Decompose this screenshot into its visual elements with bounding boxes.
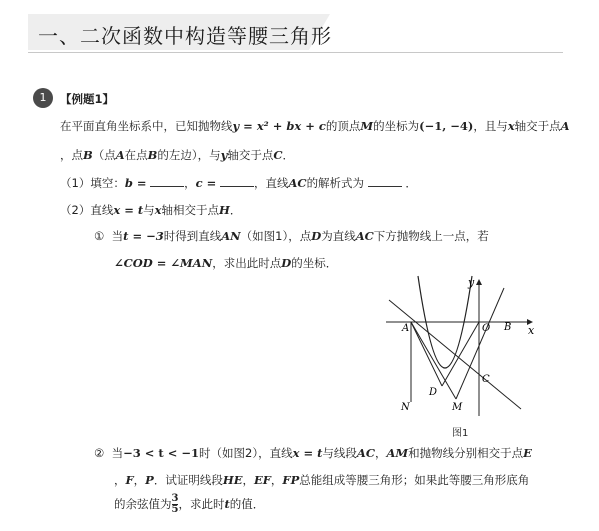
text: ， <box>133 473 146 487</box>
math: EF <box>253 473 271 487</box>
math: x <box>154 203 162 217</box>
math: t = −3 <box>123 229 164 243</box>
text: 轴交于点 <box>514 119 561 133</box>
label-y: y <box>468 276 475 289</box>
math: c = <box>195 176 217 190</box>
text: ， <box>374 446 387 460</box>
text: 时（如图2），直线 <box>199 446 293 460</box>
text: 总能组成等腰三角形；如果此等腰三角形底角 <box>299 473 530 487</box>
text: 的左边），与 <box>157 148 221 162</box>
subpart-2-line-1 <box>94 445 532 461</box>
math: E <box>523 446 532 460</box>
text: ，且与 <box>473 119 508 133</box>
text: 的值． <box>229 497 265 511</box>
text: （如图1），点 <box>240 229 312 243</box>
text: 当 <box>111 446 124 460</box>
text: ． <box>229 203 242 217</box>
text: ， <box>270 473 283 487</box>
math: AC <box>356 446 375 460</box>
section-title: 一、二次函数中构造等腰三角形 <box>38 24 332 48</box>
text: （1）填空： <box>60 176 125 190</box>
text: 与线段 <box>322 446 357 460</box>
text: 的顶点 <box>325 119 361 133</box>
text: 为直线 <box>321 229 356 243</box>
math: F <box>125 473 134 487</box>
blank-c[interactable] <box>220 176 254 187</box>
math: (−1, −4) <box>419 119 474 133</box>
math: AC <box>288 176 307 190</box>
math: D <box>311 229 322 243</box>
numerator: 3 <box>171 493 179 504</box>
math: AM <box>386 446 409 460</box>
math: C <box>273 148 283 162</box>
math: y = x² + bx + c <box>232 119 326 133</box>
math: D <box>281 256 292 270</box>
label-o: O <box>482 323 491 334</box>
part-1 <box>60 175 417 191</box>
label-n: N <box>401 402 410 413</box>
label-x: x <box>528 324 535 337</box>
text: ． <box>405 176 417 190</box>
math: b = <box>124 176 147 190</box>
label-m: M <box>452 402 463 413</box>
section-divider <box>28 52 563 53</box>
text: 下方抛物线上一点，若 <box>373 229 489 243</box>
text: 轴相交于点 <box>161 203 219 217</box>
math: −3 < t < −1 <box>123 446 199 460</box>
text: ，求此时 <box>178 497 225 511</box>
text: ．试证明线段 <box>153 473 223 487</box>
subpart-2-line-3 <box>114 494 264 515</box>
math: y <box>220 148 228 162</box>
text: 的余弦值为 <box>114 497 172 511</box>
segment-od <box>442 322 479 386</box>
text: ，求出此时点 <box>212 256 282 270</box>
text: 在点 <box>124 148 148 162</box>
intro-line-2 <box>60 147 294 163</box>
subpart-1-line-2 <box>114 255 337 271</box>
intro-line-1 <box>60 118 570 134</box>
circled-number: ① <box>94 229 105 243</box>
text: 在平面直角坐标系中，已知抛物线 <box>60 119 233 133</box>
label-c: C <box>482 374 490 385</box>
text: （2）直线 <box>60 203 114 217</box>
text: ，直线 <box>253 176 289 190</box>
text: ， <box>184 176 196 190</box>
math: B <box>83 148 93 162</box>
example-label: 【例题1】 <box>60 92 115 106</box>
text: ， <box>242 473 254 487</box>
denominator: 5 <box>171 504 179 515</box>
math: x <box>507 119 515 133</box>
text: 的解析式为 <box>306 176 365 190</box>
circled-number: ② <box>94 446 105 460</box>
text: ． <box>282 148 294 162</box>
text: （点 <box>92 148 116 162</box>
text: 和抛物线分别相交于点 <box>408 446 524 460</box>
math: A <box>560 119 570 133</box>
math: ∠COD = ∠MAN <box>114 256 213 270</box>
text: ， <box>114 473 126 487</box>
math: x = t <box>113 203 144 217</box>
figure-caption: 图1 <box>452 428 469 439</box>
line-bm <box>456 288 504 399</box>
text: 的坐标． <box>291 256 338 270</box>
math: H <box>219 203 230 217</box>
label-a: A <box>402 323 410 334</box>
text: 当 <box>111 229 124 243</box>
math: FP <box>282 473 300 487</box>
math: x = t <box>292 446 323 460</box>
math: P <box>145 473 154 487</box>
text: 轴交于点 <box>227 148 274 162</box>
math: AN <box>221 229 241 243</box>
math: B <box>147 148 158 162</box>
part-2 <box>60 202 241 218</box>
text: 的坐标为 <box>373 119 420 133</box>
math: HE <box>222 473 243 487</box>
math: t <box>224 497 230 511</box>
math: M <box>360 119 374 133</box>
math: A <box>115 148 125 162</box>
text: ，点 <box>60 148 83 162</box>
example-number-badge: 1 <box>33 88 53 108</box>
label-d: D <box>429 387 438 398</box>
subpart-2-line-2 <box>114 472 529 488</box>
math: AC <box>355 229 374 243</box>
line-ac <box>389 300 521 409</box>
blank-b[interactable] <box>150 176 184 187</box>
blank-ac-equation[interactable] <box>368 176 402 187</box>
text: 与 <box>143 203 155 217</box>
text: 时得到直线 <box>163 229 222 243</box>
label-b: B <box>504 322 512 333</box>
figure-1 <box>386 274 536 422</box>
subpart-1-line-1 <box>94 228 489 244</box>
